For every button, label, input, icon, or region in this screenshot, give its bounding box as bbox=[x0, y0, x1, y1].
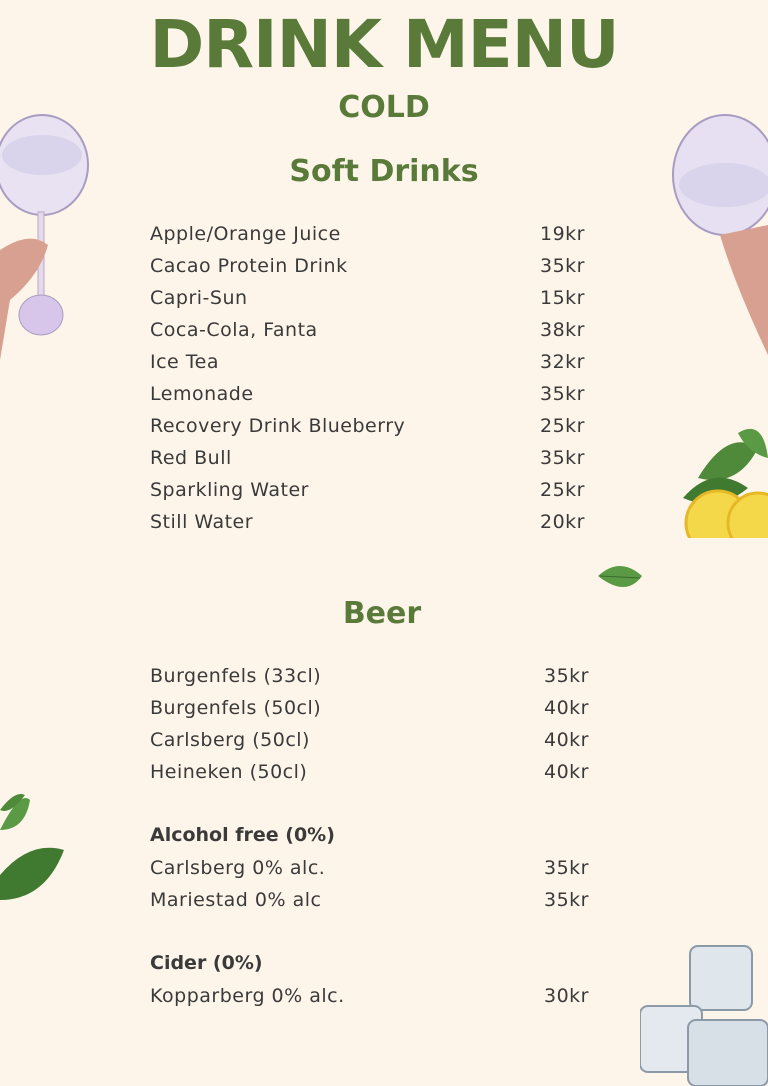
item-name: Burgenfels (50cl) bbox=[150, 697, 322, 719]
item-name: Carlsberg 0% alc. bbox=[150, 857, 326, 879]
list-item bbox=[150, 282, 600, 314]
item-name: Recovery Drink Blueberry bbox=[150, 415, 406, 437]
item-name: Red Bull bbox=[150, 447, 232, 469]
beer-list bbox=[150, 660, 600, 788]
list-item bbox=[150, 852, 600, 884]
alcohol-free-list bbox=[150, 852, 600, 916]
item-price: 30kr bbox=[544, 985, 589, 1007]
alcohol-free-heading: Alcohol free (0%) bbox=[150, 824, 335, 846]
item-price: 35kr bbox=[544, 889, 589, 911]
item-price: 32kr bbox=[540, 351, 585, 373]
item-name: Still Water bbox=[150, 511, 254, 533]
item-price: 35kr bbox=[540, 255, 585, 277]
item-name: Cacao Protein Drink bbox=[150, 255, 348, 277]
wine-glass-left-icon bbox=[0, 100, 95, 365]
mint-sprig-icon bbox=[0, 790, 65, 905]
item-price: 35kr bbox=[544, 857, 589, 879]
list-item bbox=[150, 218, 600, 250]
list-item bbox=[150, 410, 600, 442]
item-name: Sparkling Water bbox=[150, 479, 309, 501]
list-item bbox=[150, 442, 600, 474]
item-price: 20kr bbox=[540, 511, 585, 533]
cider-list bbox=[150, 980, 600, 1012]
item-price: 40kr bbox=[544, 697, 589, 719]
item-price: 40kr bbox=[544, 761, 589, 783]
item-price: 25kr bbox=[540, 415, 585, 437]
list-item bbox=[150, 378, 600, 410]
item-price: 35kr bbox=[544, 665, 589, 687]
menu-title: DRINK MENU bbox=[149, 6, 619, 83]
list-item bbox=[150, 506, 600, 538]
item-name: Burgenfels (33cl) bbox=[150, 665, 322, 687]
list-item bbox=[150, 346, 600, 378]
item-price: 40kr bbox=[544, 729, 589, 751]
item-price: 38kr bbox=[540, 319, 585, 341]
item-name: Apple/Orange Juice bbox=[150, 223, 341, 245]
beer-heading: Beer bbox=[342, 596, 422, 631]
item-price: 35kr bbox=[540, 383, 585, 405]
list-item bbox=[150, 660, 600, 692]
item-price: 15kr bbox=[540, 287, 585, 309]
mint-lemon-icon bbox=[678, 418, 768, 558]
list-item bbox=[150, 250, 600, 282]
cider-heading: Cider (0%) bbox=[150, 952, 263, 974]
item-price: 19kr bbox=[540, 223, 585, 245]
item-name: Kopparberg 0% alc. bbox=[150, 985, 345, 1007]
item-name: Heineken (50cl) bbox=[150, 761, 308, 783]
list-item bbox=[150, 724, 600, 756]
item-price: 35kr bbox=[540, 447, 585, 469]
menu-subtitle: COLD bbox=[338, 90, 430, 125]
list-item bbox=[150, 474, 600, 506]
list-item bbox=[150, 756, 600, 788]
ice-cubes-icon bbox=[640, 940, 768, 1086]
list-item bbox=[150, 980, 600, 1012]
item-name: Coca-Cola, Fanta bbox=[150, 319, 318, 341]
list-item bbox=[150, 314, 600, 346]
item-name: Ice Tea bbox=[150, 351, 219, 373]
list-item bbox=[150, 692, 600, 724]
wine-glass-right-icon bbox=[665, 105, 768, 355]
item-price: 25kr bbox=[540, 479, 585, 501]
item-name: Capri-Sun bbox=[150, 287, 248, 309]
soft-drinks-heading: Soft Drinks bbox=[289, 154, 479, 189]
list-item bbox=[150, 884, 600, 916]
item-name: Carlsberg (50cl) bbox=[150, 729, 310, 751]
mint-leaf-icon bbox=[596, 562, 644, 598]
item-name: Lemonade bbox=[150, 383, 254, 405]
item-name: Mariestad 0% alc bbox=[150, 889, 322, 911]
soft-drinks-list bbox=[150, 218, 600, 538]
